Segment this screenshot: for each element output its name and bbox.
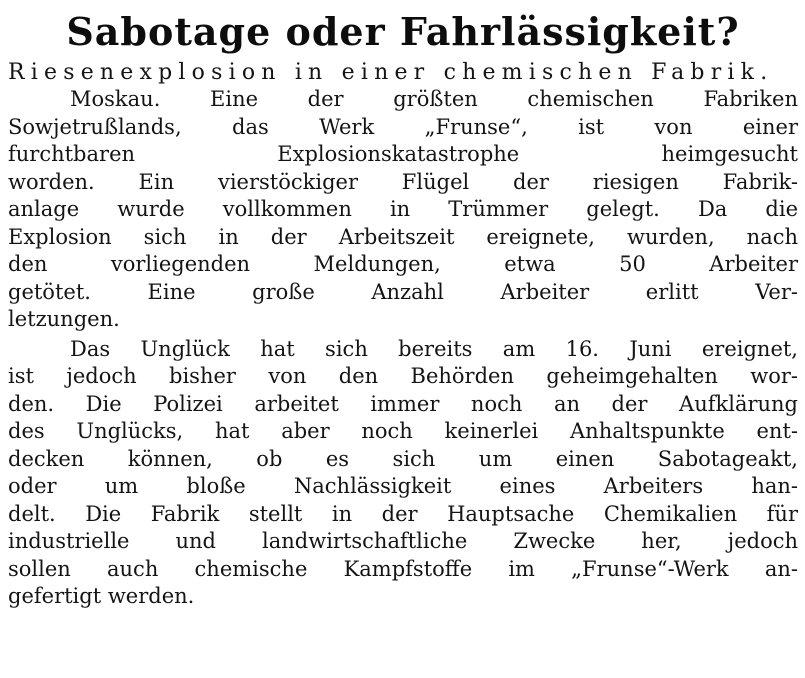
text-line: getötet. Eine große Anzahl Arbeiter erlitt Ver-: [8, 279, 798, 304]
article-subheadline: Riesenexplosion in einer chemischen Fabrik.: [8, 60, 774, 85]
text-line: sollen auch chemische Kampfstoffe im „Frunse“-Werk an-: [8, 556, 798, 581]
text-line: delt. Die Fabrik stellt in der Hauptsache Chemikalien für: [8, 501, 798, 526]
text-line: furchtbaren Explosionskatastrophe heimgesucht: [8, 142, 798, 166]
text-line: Sowjetrußlands, das Werk „Frunse“, ist von einer: [8, 114, 798, 139]
text-line: worden. Ein vierstöckiger Flügel der riesigen Fabrik-: [8, 169, 798, 194]
text-line: industrielle und landwirtschaftliche Zwecke her, jedoch: [8, 529, 798, 553]
text-line: ist jedoch bisher von den Behörden geheimgehalten wor-: [8, 364, 798, 388]
article-headline: Sabotage oder Fahrlässigkeit?: [66, 9, 740, 54]
text-line: gefertigt werden.: [8, 584, 195, 608]
text-line: letzungen.: [8, 307, 120, 331]
text-line: den vorliegenden Meldungen, etwa 50 Arbeiter: [8, 252, 798, 276]
text-line: decken können, ob es sich um einen Sabotageakt,: [8, 446, 798, 471]
text-line: Das Unglück hat sich bereits am 16. Juni ereignet,: [70, 336, 798, 361]
text-line: Explosion sich in der Arbeitszeit ereignete, wurden, nach: [8, 224, 798, 249]
article-paragraph-1: [8, 86, 798, 334]
text-line: oder um bloße Nachlässigkeit eines Arbeiters han-: [8, 474, 798, 498]
text-line: den. Die Polizei arbeitet immer noch an der Aufklärung: [8, 391, 798, 416]
newspaper-article: [8, 6, 798, 611]
article-paragraph-2: [8, 336, 798, 611]
text-line: des Unglücks, hat aber noch keinerlei Anhaltspunkte ent-: [8, 419, 798, 443]
text-line: Moskau. Eine der größten chemischen Fabriken: [70, 87, 798, 111]
text-line: anlage wurde vollkommen in Trümmer gelegt. Da die: [8, 197, 798, 221]
